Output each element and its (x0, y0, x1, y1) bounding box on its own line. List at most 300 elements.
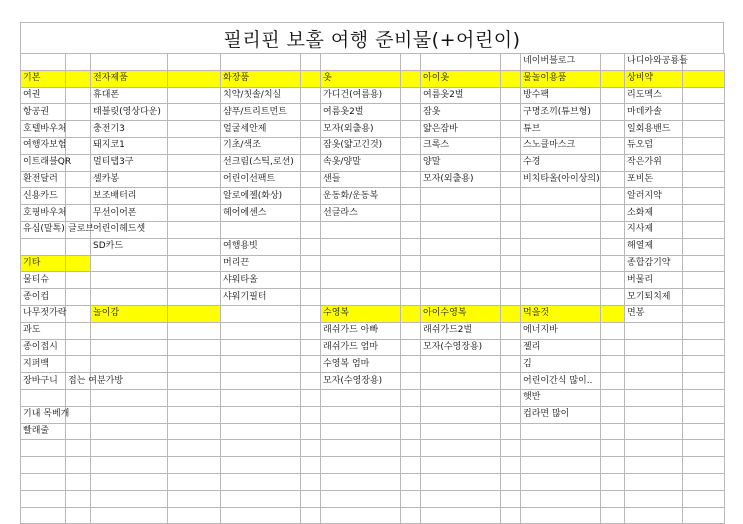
table-cell[interactable] (401, 423, 421, 440)
table-cell[interactable] (683, 221, 725, 238)
table-cell[interactable] (401, 389, 421, 406)
table-cell[interactable]: 양말 (421, 154, 501, 171)
table-cell[interactable]: 나무젓가락 (21, 305, 66, 322)
table-cell[interactable] (221, 54, 301, 71)
table-cell[interactable] (91, 490, 168, 507)
table-cell[interactable] (625, 490, 683, 507)
category-header-cell[interactable] (301, 70, 321, 87)
table-cell[interactable] (221, 406, 301, 423)
table-cell[interactable] (421, 272, 501, 289)
table-cell[interactable] (221, 305, 301, 322)
table-cell[interactable] (501, 440, 521, 457)
table-cell[interactable] (625, 373, 683, 390)
table-cell[interactable]: 래쉬가드2벌 (421, 322, 501, 339)
table-cell[interactable] (221, 423, 301, 440)
table-cell[interactable]: 컵라면 많이 (521, 406, 601, 423)
table-cell[interactable] (401, 205, 421, 222)
table-cell[interactable]: 헤어에센스 (221, 205, 301, 222)
table-cell[interactable]: 방수팩 (521, 87, 601, 104)
table-cell[interactable] (301, 87, 321, 104)
table-cell[interactable] (401, 54, 421, 71)
category-header-cell[interactable]: 아이옷 (421, 70, 501, 87)
table-cell[interactable] (66, 490, 91, 507)
table-cell[interactable] (601, 373, 625, 390)
table-cell[interactable] (21, 440, 66, 457)
table-cell[interactable] (301, 137, 321, 154)
table-cell[interactable] (521, 238, 601, 255)
table-cell[interactable] (401, 339, 421, 356)
table-cell[interactable] (301, 238, 321, 255)
table-cell[interactable] (168, 457, 221, 474)
table-cell[interactable]: 크록스 (421, 137, 501, 154)
table-cell[interactable] (601, 457, 625, 474)
category-header-cell[interactable]: 물놀이용품 (521, 70, 601, 87)
table-cell[interactable] (301, 389, 321, 406)
table-cell[interactable] (401, 490, 421, 507)
category-header-cell[interactable] (401, 70, 421, 87)
table-cell[interactable] (221, 221, 301, 238)
table-cell[interactable]: 환전달러 (21, 171, 66, 188)
table-cell[interactable] (21, 457, 66, 474)
table-cell[interactable] (601, 137, 625, 154)
table-cell[interactable] (301, 440, 321, 457)
table-cell[interactable] (66, 272, 91, 289)
category-header-cell[interactable]: 전자제품 (91, 70, 168, 87)
table-cell[interactable] (321, 406, 401, 423)
table-cell[interactable] (683, 356, 725, 373)
table-cell[interactable] (683, 87, 725, 104)
table-cell[interactable] (21, 490, 66, 507)
table-cell[interactable] (521, 440, 601, 457)
table-cell[interactable]: 빨래줄 (21, 423, 66, 440)
table-cell[interactable] (91, 54, 168, 71)
table-cell[interactable] (66, 457, 91, 474)
category-header-cell[interactable] (168, 305, 221, 322)
table-cell[interactable]: 충전기3 (91, 121, 168, 138)
table-cell[interactable] (625, 356, 683, 373)
table-cell[interactable] (221, 507, 301, 524)
table-cell[interactable] (683, 457, 725, 474)
table-cell[interactable] (683, 289, 725, 306)
table-cell[interactable] (301, 305, 321, 322)
table-cell[interactable] (168, 171, 221, 188)
table-cell[interactable] (66, 289, 91, 306)
table-cell[interactable] (421, 54, 501, 71)
table-cell[interactable] (401, 356, 421, 373)
table-cell[interactable] (521, 490, 601, 507)
table-cell[interactable] (601, 255, 625, 272)
table-cell[interactable] (683, 272, 725, 289)
table-cell[interactable] (168, 389, 221, 406)
table-cell[interactable] (168, 440, 221, 457)
table-cell[interactable]: 모기퇴치제 (625, 289, 683, 306)
category-header-cell[interactable]: 아이수영복 (421, 305, 501, 322)
table-cell[interactable] (168, 255, 221, 272)
table-cell[interactable]: 일회용밴드 (625, 121, 683, 138)
table-cell[interactable] (91, 457, 168, 474)
table-cell[interactable] (66, 406, 91, 423)
table-cell[interactable] (401, 255, 421, 272)
table-cell[interactable] (683, 473, 725, 490)
table-cell[interactable] (501, 221, 521, 238)
table-cell[interactable] (625, 440, 683, 457)
table-cell[interactable] (501, 289, 521, 306)
table-cell[interactable] (501, 272, 521, 289)
table-cell[interactable]: 면봉 (625, 305, 683, 322)
table-cell[interactable] (168, 356, 221, 373)
table-cell[interactable] (301, 188, 321, 205)
table-cell[interactable] (501, 373, 521, 390)
table-cell[interactable] (301, 356, 321, 373)
table-cell[interactable] (521, 423, 601, 440)
table-cell[interactable] (21, 389, 66, 406)
table-cell[interactable] (221, 473, 301, 490)
table-cell[interactable] (168, 322, 221, 339)
table-cell[interactable]: 모자(외출용) (321, 121, 401, 138)
table-cell[interactable] (401, 238, 421, 255)
table-cell[interactable] (321, 457, 401, 474)
table-cell[interactable] (168, 289, 221, 306)
table-cell[interactable] (683, 490, 725, 507)
table-cell[interactable] (683, 171, 725, 188)
table-cell[interactable] (301, 255, 321, 272)
table-cell[interactable] (168, 490, 221, 507)
table-cell[interactable] (301, 54, 321, 71)
table-cell[interactable] (168, 406, 221, 423)
table-cell[interactable]: 알로에젤(화상) (221, 188, 301, 205)
category-header-cell[interactable] (66, 70, 91, 87)
table-cell[interactable]: 접는 여분가방 (66, 373, 91, 390)
table-cell[interactable] (221, 490, 301, 507)
table-cell[interactable]: 선크림(스틱,로션) (221, 154, 301, 171)
table-cell[interactable]: 작은가위 (625, 154, 683, 171)
table-cell[interactable] (601, 87, 625, 104)
table-cell[interactable]: 지사제 (625, 221, 683, 238)
table-cell[interactable] (301, 104, 321, 121)
category-header-cell[interactable] (501, 70, 521, 87)
table-cell[interactable] (66, 87, 91, 104)
table-cell[interactable]: 태블릿(영상다운) (91, 104, 168, 121)
table-cell[interactable] (601, 339, 625, 356)
table-cell[interactable] (421, 457, 501, 474)
table-cell[interactable] (683, 54, 725, 71)
table-cell[interactable]: 호텔바우처 (21, 121, 66, 138)
table-cell[interactable] (683, 389, 725, 406)
table-cell[interactable] (321, 238, 401, 255)
table-cell[interactable] (683, 154, 725, 171)
table-cell[interactable]: 네이버블로그 (521, 54, 601, 71)
table-cell[interactable] (683, 238, 725, 255)
table-cell[interactable] (501, 389, 521, 406)
table-cell[interactable]: 스노클마스크 (521, 137, 601, 154)
table-cell[interactable] (401, 457, 421, 474)
table-cell[interactable] (221, 339, 301, 356)
table-cell[interactable] (521, 272, 601, 289)
table-cell[interactable] (501, 255, 521, 272)
table-cell[interactable]: 장바구니 (21, 373, 66, 390)
table-cell[interactable]: 샤워기필터 (221, 289, 301, 306)
table-cell[interactable] (221, 373, 301, 390)
table-cell[interactable] (683, 440, 725, 457)
category-header-cell[interactable]: 먹을것 (521, 305, 601, 322)
table-cell[interactable] (421, 473, 501, 490)
table-cell[interactable]: 속옷/양말 (321, 154, 401, 171)
table-cell[interactable] (501, 339, 521, 356)
table-cell[interactable]: 에너지바 (521, 322, 601, 339)
table-cell[interactable] (66, 104, 91, 121)
table-cell[interactable] (91, 389, 168, 406)
table-cell[interactable] (66, 171, 91, 188)
table-cell[interactable] (301, 490, 321, 507)
table-cell[interactable] (683, 255, 725, 272)
table-cell[interactable] (601, 205, 625, 222)
table-cell[interactable] (66, 188, 91, 205)
table-cell[interactable]: 휴대폰 (91, 87, 168, 104)
category-header-cell[interactable] (66, 255, 91, 272)
table-cell[interactable] (601, 322, 625, 339)
table-cell[interactable] (501, 473, 521, 490)
table-cell[interactable] (168, 87, 221, 104)
table-cell[interactable]: 종이접시 (21, 339, 66, 356)
table-cell[interactable] (401, 188, 421, 205)
table-cell[interactable] (301, 339, 321, 356)
table-cell[interactable] (421, 373, 501, 390)
table-cell[interactable] (521, 473, 601, 490)
table-cell[interactable] (401, 406, 421, 423)
table-cell[interactable] (501, 205, 521, 222)
table-cell[interactable] (21, 507, 66, 524)
table-cell[interactable] (501, 457, 521, 474)
table-cell[interactable]: 샌들 (321, 171, 401, 188)
table-cell[interactable] (91, 507, 168, 524)
table-cell[interactable]: 멀티탭3구 (91, 154, 168, 171)
table-cell[interactable]: 선글라스 (321, 205, 401, 222)
table-cell[interactable] (221, 457, 301, 474)
table-cell[interactable] (168, 423, 221, 440)
table-cell[interactable] (168, 188, 221, 205)
table-cell[interactable]: SD카드 (91, 238, 168, 255)
table-cell[interactable]: 샤워타올 (221, 272, 301, 289)
table-cell[interactable] (168, 54, 221, 71)
table-cell[interactable] (421, 238, 501, 255)
category-header-cell[interactable] (601, 305, 625, 322)
table-cell[interactable] (301, 423, 321, 440)
table-cell[interactable] (21, 473, 66, 490)
table-cell[interactable] (401, 373, 421, 390)
table-cell[interactable] (683, 188, 725, 205)
table-cell[interactable] (401, 154, 421, 171)
table-cell[interactable] (321, 221, 401, 238)
table-cell[interactable] (601, 104, 625, 121)
table-cell[interactable] (66, 339, 91, 356)
table-cell[interactable] (501, 423, 521, 440)
category-header-cell[interactable] (168, 70, 221, 87)
table-cell[interactable] (601, 171, 625, 188)
table-cell[interactable]: 무선이어폰 (91, 205, 168, 222)
table-cell[interactable] (321, 507, 401, 524)
table-cell[interactable]: 알러지약 (625, 188, 683, 205)
table-cell[interactable] (66, 305, 91, 322)
table-cell[interactable]: 래쉬가드 아빠 (321, 322, 401, 339)
table-cell[interactable] (601, 440, 625, 457)
table-cell[interactable]: 가디건(여름용) (321, 87, 401, 104)
table-cell[interactable] (501, 490, 521, 507)
table-cell[interactable] (301, 373, 321, 390)
table-cell[interactable]: 항공권 (21, 104, 66, 121)
table-cell[interactable]: 지퍼백 (21, 356, 66, 373)
table-cell[interactable] (401, 121, 421, 138)
table-cell[interactable] (683, 205, 725, 222)
category-header-cell[interactable]: 기타 (21, 255, 66, 272)
table-cell[interactable] (601, 406, 625, 423)
table-cell[interactable]: 얇은잠바 (421, 121, 501, 138)
table-cell[interactable] (683, 406, 725, 423)
table-cell[interactable] (301, 507, 321, 524)
table-cell[interactable] (66, 121, 91, 138)
table-cell[interactable]: 유심(말톡) (21, 221, 66, 238)
table-cell[interactable] (301, 205, 321, 222)
category-header-cell[interactable]: 화장품 (221, 70, 301, 87)
table-cell[interactable]: 기내 목베개 (21, 406, 66, 423)
table-cell[interactable] (321, 289, 401, 306)
table-cell[interactable] (421, 356, 501, 373)
table-cell[interactable]: 신용카드 (21, 188, 66, 205)
table-cell[interactable] (421, 490, 501, 507)
table-cell[interactable]: 운동화/운동복 (321, 188, 401, 205)
category-header-cell[interactable]: 상비약 (625, 70, 683, 87)
table-cell[interactable] (91, 322, 168, 339)
table-cell[interactable] (321, 389, 401, 406)
table-cell[interactable] (601, 188, 625, 205)
table-cell[interactable] (401, 507, 421, 524)
table-cell[interactable] (683, 305, 725, 322)
table-cell[interactable] (421, 188, 501, 205)
table-cell[interactable]: 이트래블QR (21, 154, 66, 171)
table-cell[interactable] (66, 440, 91, 457)
table-cell[interactable] (66, 322, 91, 339)
table-cell[interactable] (401, 272, 421, 289)
table-cell[interactable] (301, 121, 321, 138)
table-cell[interactable] (301, 272, 321, 289)
table-cell[interactable]: 머리끈 (221, 255, 301, 272)
table-cell[interactable] (66, 356, 91, 373)
table-cell[interactable] (683, 507, 725, 524)
table-cell[interactable] (683, 137, 725, 154)
table-cell[interactable] (683, 373, 725, 390)
table-cell[interactable] (168, 339, 221, 356)
category-header-cell[interactable] (501, 305, 521, 322)
table-cell[interactable] (601, 389, 625, 406)
table-cell[interactable]: 얼굴세안제 (221, 121, 301, 138)
table-cell[interactable] (66, 54, 91, 71)
table-cell[interactable]: 잠옷(얇고긴것) (321, 137, 401, 154)
table-cell[interactable] (168, 104, 221, 121)
table-cell[interactable] (501, 507, 521, 524)
table-cell[interactable] (401, 322, 421, 339)
table-cell[interactable] (501, 406, 521, 423)
table-cell[interactable] (221, 322, 301, 339)
table-cell[interactable]: 보조배터리 (91, 188, 168, 205)
table-cell[interactable] (91, 406, 168, 423)
table-cell[interactable]: 글로브 (66, 221, 91, 238)
table-cell[interactable] (501, 54, 521, 71)
table-cell[interactable] (501, 171, 521, 188)
table-cell[interactable] (601, 54, 625, 71)
table-cell[interactable]: 샴푸/트리트먼트 (221, 104, 301, 121)
table-cell[interactable] (168, 238, 221, 255)
table-cell[interactable] (501, 322, 521, 339)
table-cell[interactable] (521, 205, 601, 222)
table-cell[interactable]: 듀오덤 (625, 137, 683, 154)
table-cell[interactable] (168, 137, 221, 154)
table-cell[interactable] (501, 188, 521, 205)
table-cell[interactable]: 비치타올(아이상의) (521, 171, 601, 188)
table-cell[interactable] (301, 322, 321, 339)
table-cell[interactable] (301, 171, 321, 188)
table-cell[interactable] (625, 339, 683, 356)
table-cell[interactable]: 어린이선팩트 (221, 171, 301, 188)
table-cell[interactable]: 마데카솔 (625, 104, 683, 121)
table-cell[interactable]: 과도 (21, 322, 66, 339)
table-cell[interactable] (301, 406, 321, 423)
table-cell[interactable] (321, 272, 401, 289)
table-cell[interactable] (683, 121, 725, 138)
table-cell[interactable]: 구명조끼(튜브형) (521, 104, 601, 121)
table-cell[interactable] (501, 104, 521, 121)
category-header-cell[interactable] (683, 70, 725, 87)
table-cell[interactable] (501, 87, 521, 104)
table-cell[interactable] (501, 356, 521, 373)
table-cell[interactable]: 종합감기약 (625, 255, 683, 272)
table-cell[interactable]: 튜브 (521, 121, 601, 138)
table-cell[interactable] (625, 322, 683, 339)
table-cell[interactable] (168, 272, 221, 289)
table-cell[interactable] (21, 54, 66, 71)
table-cell[interactable] (168, 205, 221, 222)
table-cell[interactable]: 호핑바우처 (21, 205, 66, 222)
table-cell[interactable]: 모자(수영장용) (321, 373, 401, 390)
table-cell[interactable] (601, 289, 625, 306)
table-cell[interactable] (66, 238, 91, 255)
table-cell[interactable]: 여행용빗 (221, 238, 301, 255)
table-cell[interactable] (66, 137, 91, 154)
table-cell[interactable] (168, 121, 221, 138)
table-cell[interactable] (601, 121, 625, 138)
table-cell[interactable]: 어린이헤드셋 (91, 221, 168, 238)
table-cell[interactable]: 모자(외출용) (421, 171, 501, 188)
table-cell[interactable] (168, 373, 221, 390)
table-cell[interactable] (521, 255, 601, 272)
table-cell[interactable] (625, 423, 683, 440)
table-cell[interactable]: 잠옷 (421, 104, 501, 121)
table-cell[interactable] (421, 507, 501, 524)
table-cell[interactable] (321, 490, 401, 507)
table-cell[interactable] (221, 440, 301, 457)
table-cell[interactable] (683, 104, 725, 121)
table-cell[interactable] (321, 473, 401, 490)
table-cell[interactable] (421, 440, 501, 457)
table-cell[interactable]: 래쉬가드 엄마 (321, 339, 401, 356)
table-cell[interactable]: 여름옷2벌 (421, 87, 501, 104)
table-cell[interactable] (321, 54, 401, 71)
table-cell[interactable]: 여권 (21, 87, 66, 104)
table-cell[interactable] (683, 339, 725, 356)
category-header-cell[interactable]: 옷 (321, 70, 401, 87)
table-cell[interactable] (66, 473, 91, 490)
table-cell[interactable] (401, 171, 421, 188)
table-cell[interactable]: 기초/색조 (221, 137, 301, 154)
table-cell[interactable] (501, 137, 521, 154)
